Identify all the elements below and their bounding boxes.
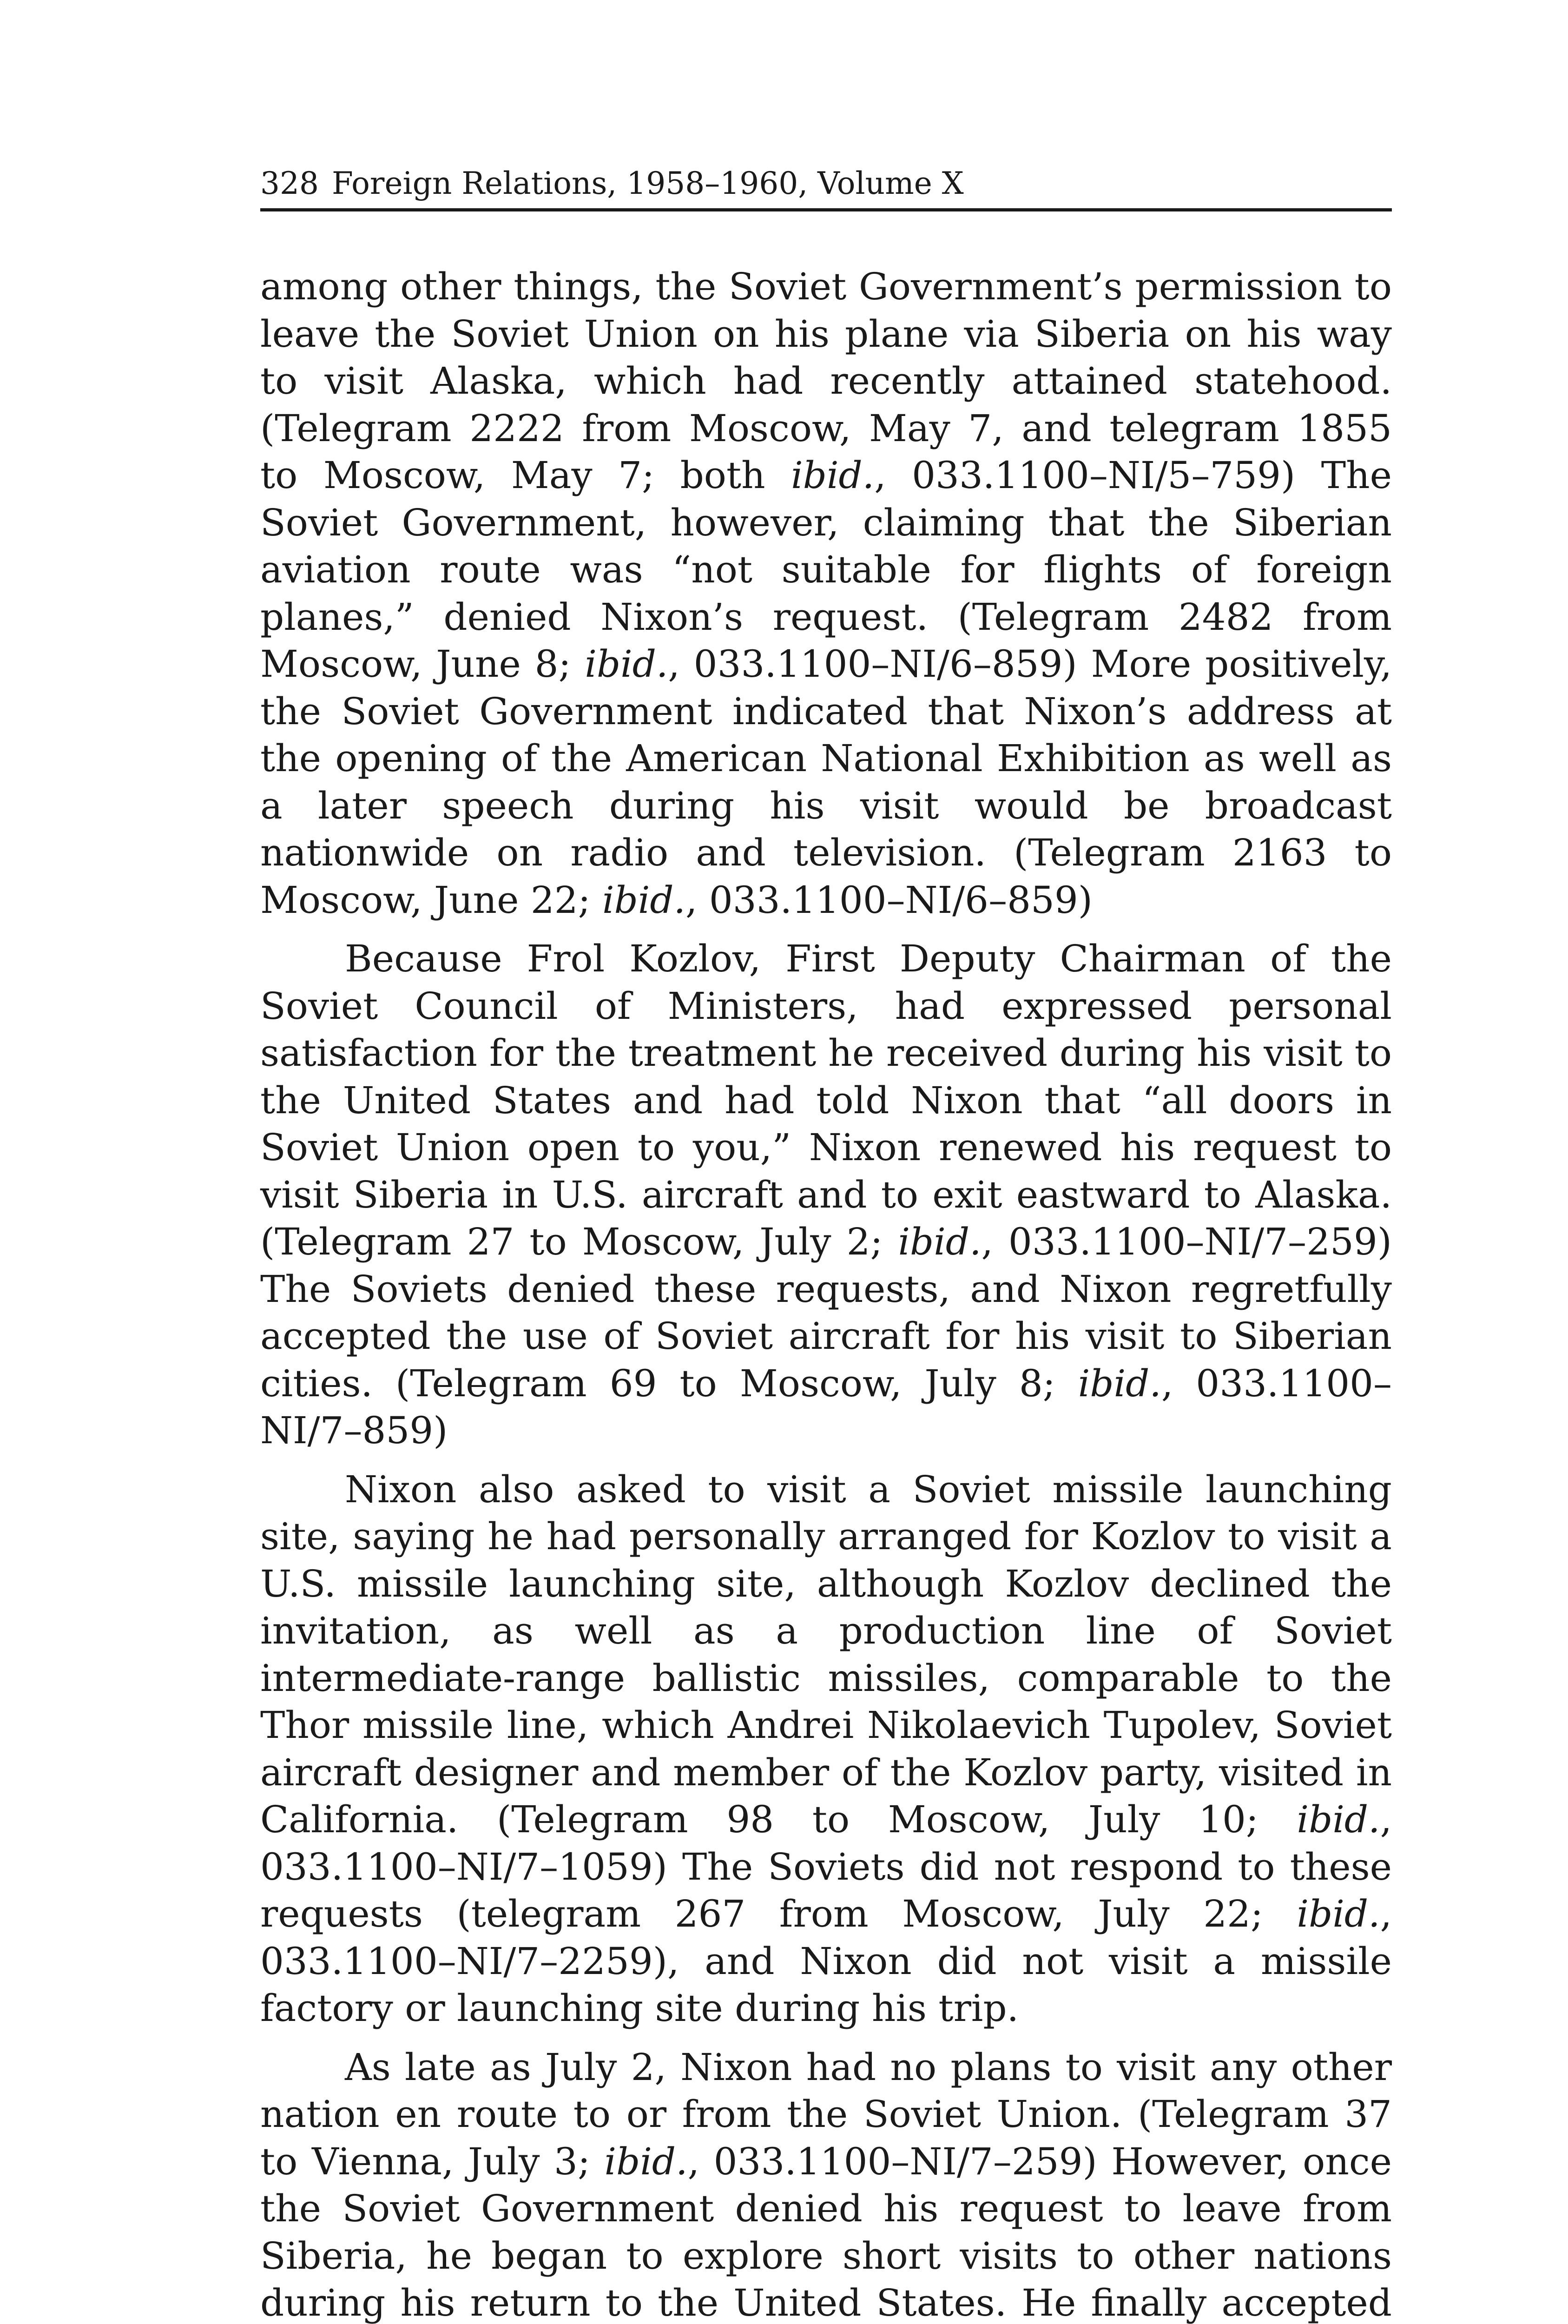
body-text [260, 263, 1392, 2324]
text-run: among other things, the Soviet Government’s permission to leave the Soviet Union on his plane via Siberia on his way to visit Alaska, which had recently attained statehood. (Telegram 2222 from Moscow, May 7, and telegram 1855 to Moscow, May 7; both [260, 265, 1392, 497]
italic-text: ibid. [602, 878, 686, 922]
italic-text: ibid. [791, 454, 875, 497]
text-run: , 033.1100–NI/7–259) The Soviets denied these requests, and Nixon regretfully accepted the use of Soviet aircraft for his visit to Siberian cities. (Telegram 69 to Moscow, July 8; [260, 1220, 1392, 1405]
paragraph-4 [260, 2044, 1392, 2324]
italic-text: ibid. [898, 1220, 982, 1263]
text-run: , 033.1100–NI/7–2259), and Nixon did not visit a missile factory or launching site during his trip. [260, 1892, 1392, 2030]
paragraph-3 [260, 1466, 1392, 2032]
text-run: , 033.1100–NI/6–859) More positively, the Soviet Government indicated that Nixon’s address at the opening of the American National Exhibition as well as a later speech during his visit would be broadcast nationwide on radio and television. (Telegram 2163 to Moscow, June 22; [260, 642, 1392, 922]
text-run: , 033.1100–NI/7–1059) The Soviets did not respond to these requests (telegram 267 from Moscow, July 22; [260, 1798, 1392, 1935]
text-run: , 033.1100–NI/5–759) The Soviet Government, however, claiming that the Siberian aviation route was “not suitable for flights of foreign planes,” denied Nixon’s request. (Telegram 2482 from Moscow, June 8; [260, 454, 1392, 686]
text-run: Because Frol Kozlov, First Deputy Chairman of the Soviet Council of Ministers, had expressed personal satisfaction for the treatment he received during his visit to the United States and had told Nixon that “all doors in Soviet Union open to you,” Nixon renewed his request to visit Siberia in U.S. aircraft and to exit eastward to Alaska. (Telegram 27 to Moscow, July 2; [260, 937, 1392, 1263]
header-rule [260, 208, 1392, 211]
text-run: As late as July 2, Nixon had no plans to visit any other nation en route to or from the Soviet Union. (Telegram 37 to Vienna, July 3; [260, 2045, 1392, 2183]
paragraph-2 [260, 935, 1392, 1454]
text-run: , 033.1100–NI/6–859) [685, 878, 1093, 922]
running-title: Foreign Relations, 1958–1960, Volume X [331, 165, 964, 201]
text-run: , 033.1100–NI/7–859) [260, 1361, 1392, 1452]
italic-text: ibid. [1297, 1892, 1380, 1935]
page-number: 328 [260, 165, 319, 201]
text-run: Nixon also asked to visit a Soviet missile launching site, saying he had personally arranged for Kozlov to visit a U.S. missile launching site, although Kozlov declined the invitation, as well as a production line of Soviet intermediate-range ballistic missiles, comparable to the Thor missile line, which Andrei Nikolaevich Tupolev, Soviet aircraft designer and member of the Kozlov party, visited in California. (Telegram 98 to Moscow, July 10; [260, 1467, 1392, 1841]
italic-text: ibid. [1078, 1361, 1161, 1405]
italic-text: ibid. [604, 2139, 688, 2183]
paragraph-1 [260, 263, 1392, 924]
text-run: , 033.1100–NI/7–259) However, once the Soviet Government denied his request to leave from Siberia, he began to explore short visits to other nations during his return to the United States. He finally accepted [260, 2139, 1392, 2324]
running-header [260, 165, 1391, 202]
italic-text: ibid. [1297, 1798, 1380, 1841]
italic-text: ibid. [585, 642, 668, 686]
